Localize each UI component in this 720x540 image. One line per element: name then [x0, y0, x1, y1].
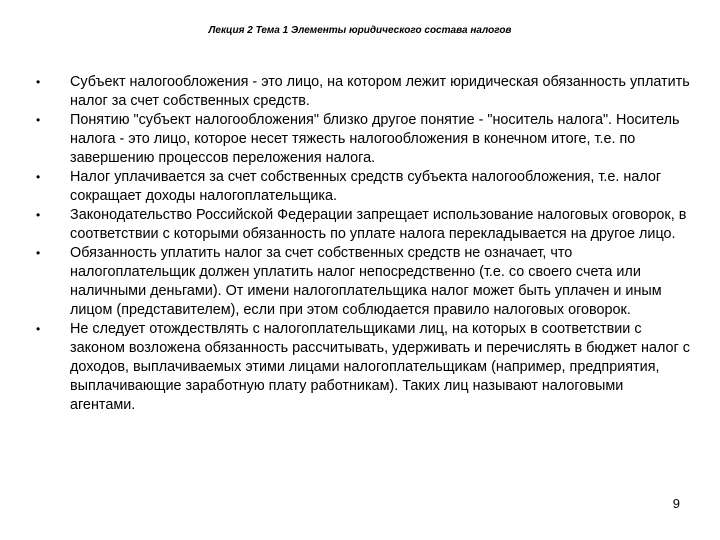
- bullet-text: Субъект налогообложения - это лицо, на котором лежит юридическая обязанность уплатить налог за счет собственных средств.: [70, 74, 690, 109]
- bullet-item: [36, 168, 690, 206]
- bullet-text: Не следует отождествлять с налогоплательщиками лиц, на которых в соответствии с законом возложена обязанность рассчитывать, удерживать и перечислять в бюджет налог с доходов, выплачиваемых этими лицами налогоплательщикам (например, предприятия, выплачивающие заработную плату работникам). Таких лиц называют налоговыми агентами.: [70, 321, 690, 413]
- bullet-item: [36, 111, 690, 168]
- bullet-marker: •: [36, 113, 41, 127]
- slide-title: Лекция 2 Тема 1 Элементы юридического состава налогов: [208, 25, 512, 36]
- bullet-item: [36, 320, 690, 415]
- bullet-list: [36, 73, 690, 415]
- bullet-text: Налог уплачивается за счет собственных средств субъекта налогообложения, т.е. налог сокращает доходы налогоплательщика.: [70, 169, 662, 204]
- bullet-text: Понятию "субъект налогообложения" близко другое понятие - "носитель налога". Носитель налога - это лицо, которое несет тяжесть налогообложения в конечном итоге, т.е. по завершению процессов переложения налога.: [70, 112, 680, 166]
- bullet-marker: •: [36, 322, 41, 336]
- bullet-item: [36, 206, 690, 244]
- bullet-text: Обязанность уплатить налог за счет собственных средств не означает, что налогоплательщик должен уплатить налог непосредственно (т.е. со своего счета или наличными деньгами). От имени налогоплательщика налог может быть уплачен и иным лицом (представителем), если при этом соблюдается правило налоговых оговорок.: [70, 245, 662, 318]
- bullet-item: [36, 73, 690, 111]
- bullet-text: Законодательство Российской Федерации запрещает использование налоговых оговорок, в соответствии с которыми обязанность по уплате налога перекладывается на другое лицо.: [70, 207, 687, 242]
- bullet-marker: •: [36, 208, 41, 222]
- bullet-item: [36, 244, 690, 320]
- bullet-marker: •: [36, 170, 41, 184]
- bullet-marker: •: [36, 246, 41, 260]
- page-number: 9: [672, 496, 680, 511]
- bullet-marker: •: [36, 75, 41, 89]
